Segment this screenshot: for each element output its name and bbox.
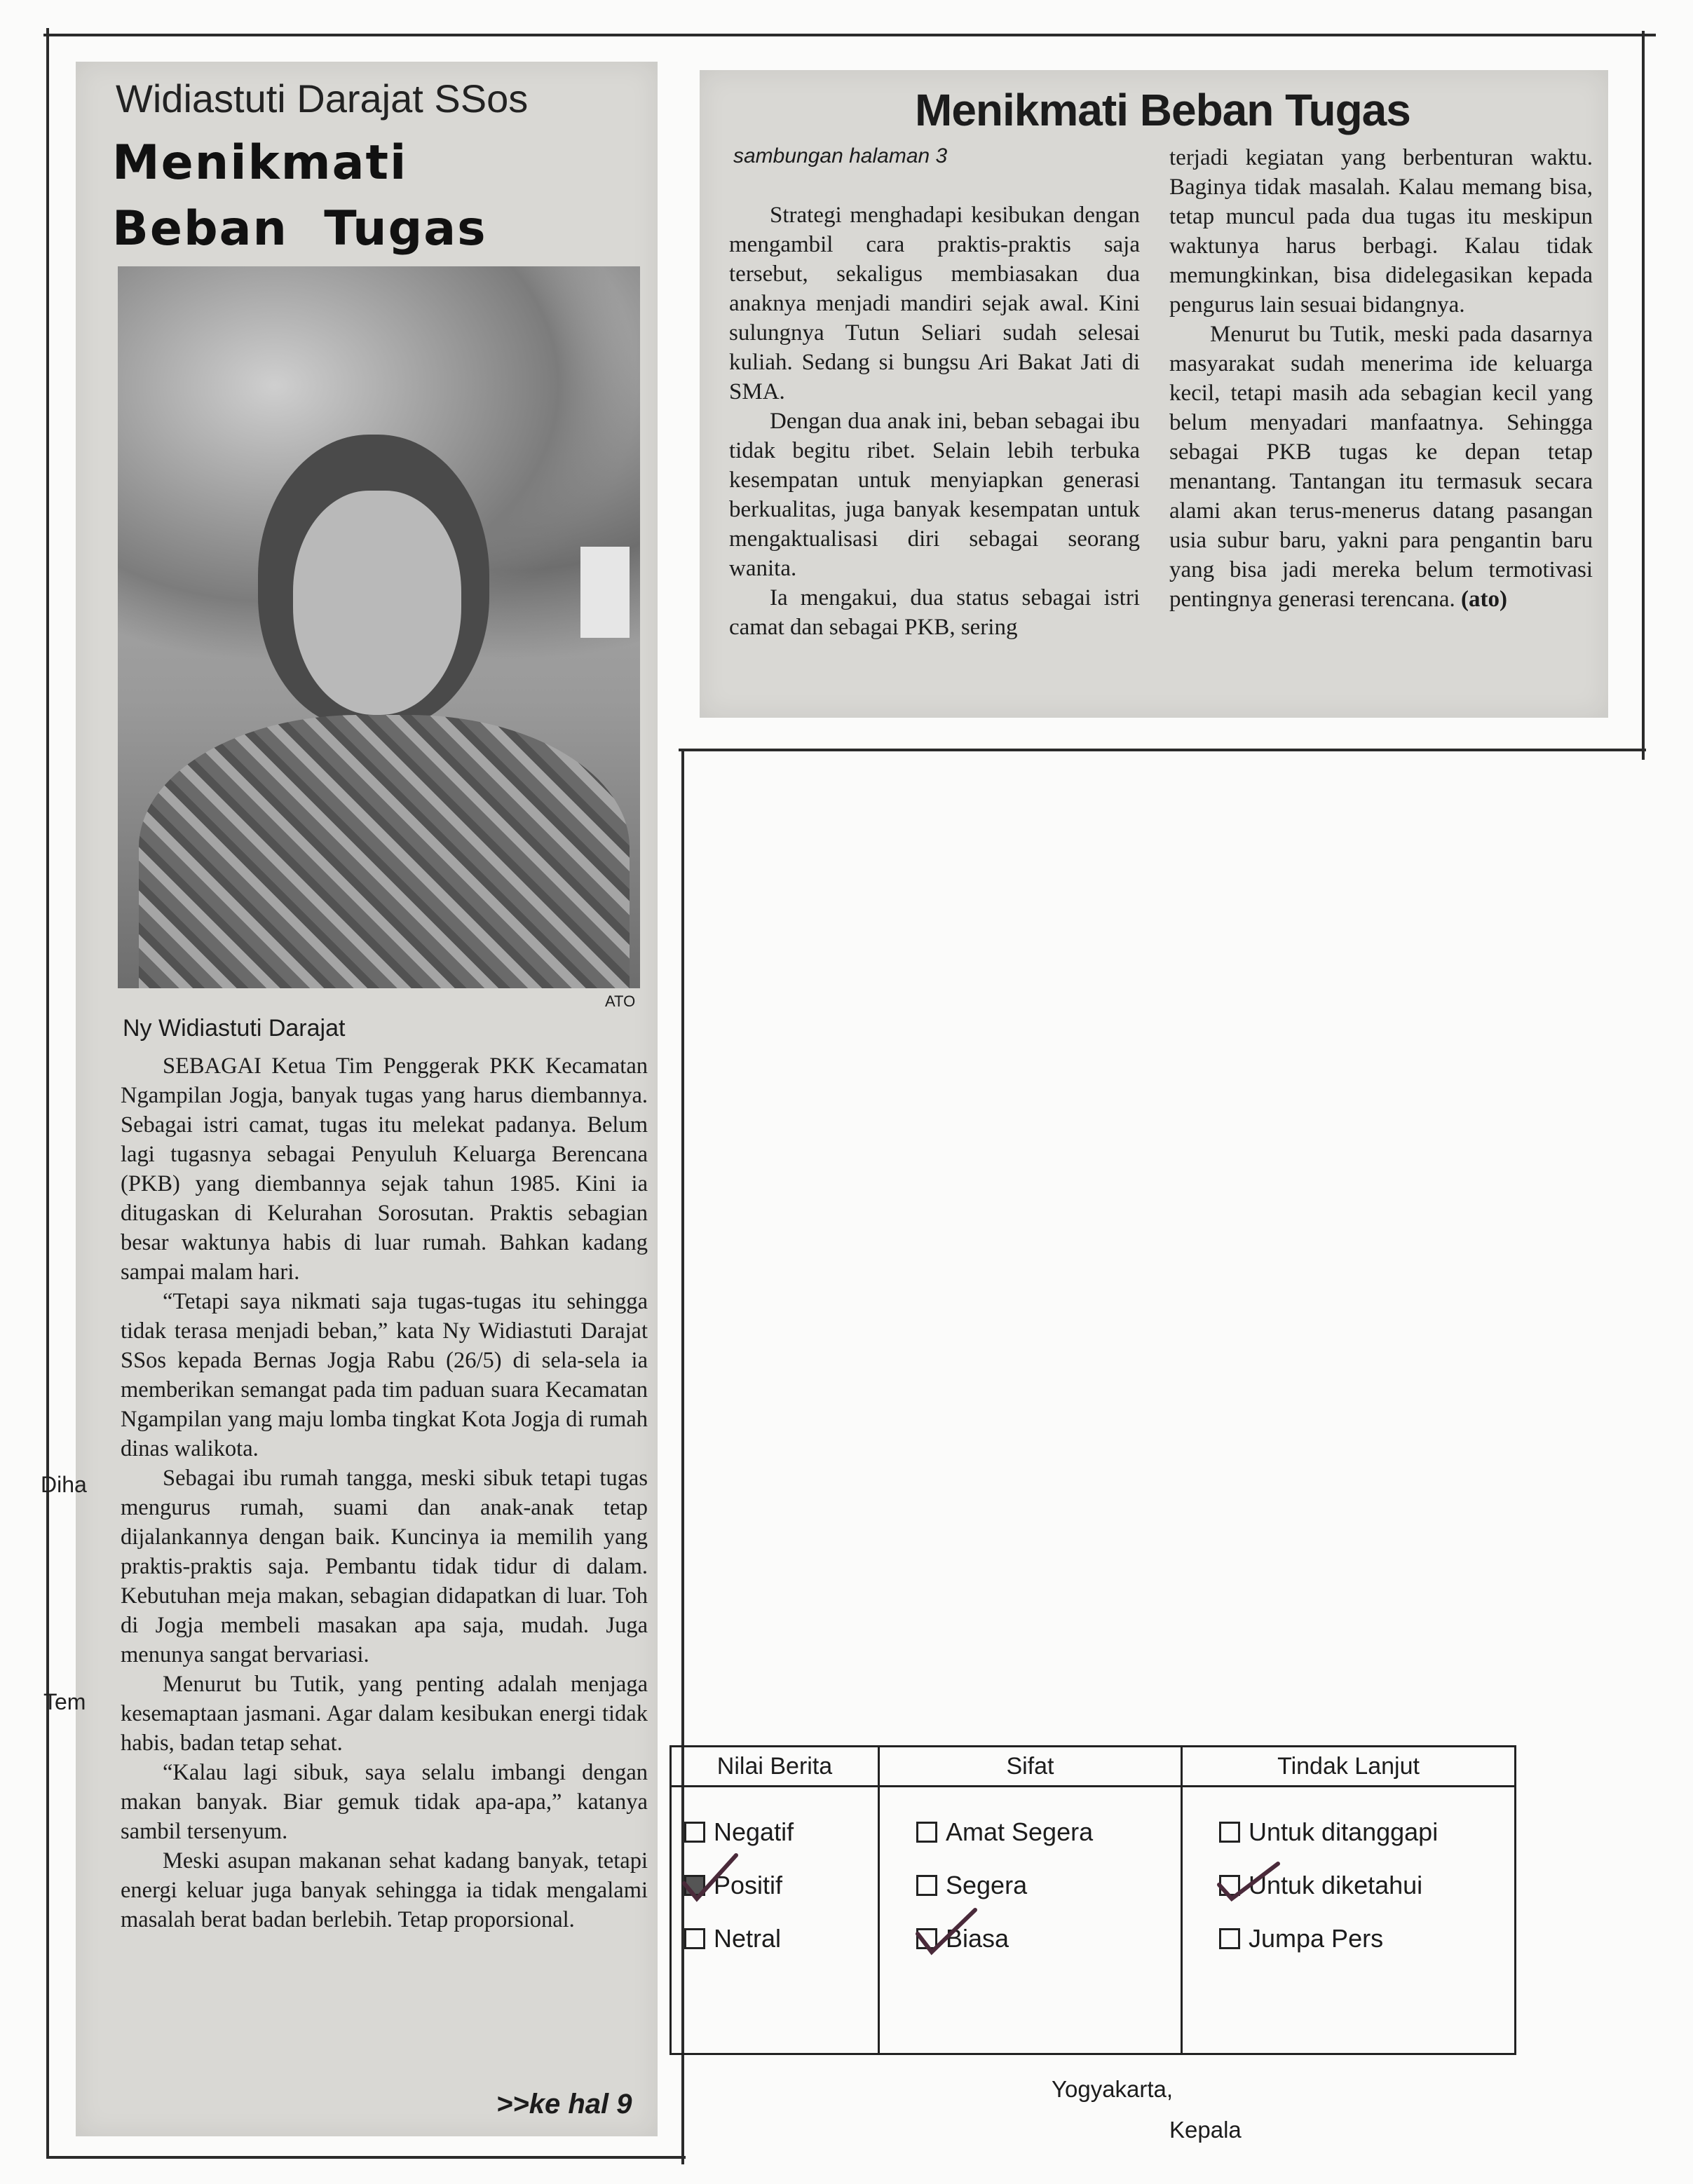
article-kicker: Widiastuti Darajat SSos: [116, 76, 529, 121]
left-headline-line1: Menikmati: [112, 135, 408, 191]
checkbox-label: Untuk ditanggapi: [1249, 1817, 1439, 1846]
checkbox-label: Untuk diketahui: [1249, 1871, 1423, 1899]
right-paragraph: terjadi kegiatan yang berbenturan waktu. Baginya tidak masalah. Kalau memang bisa, tetap muncul pada dua tugas itu meskipun waktunya harus berbagi. Kalau tidak memungkinkan, bisa didelegasikan kepada pengurus lain sesuai bidangnya.: [1169, 145, 1593, 318]
checkbox-label: Positif: [714, 1871, 783, 1899]
checkbox-netral[interactable]: [684, 1924, 781, 1953]
checkbox-box[interactable]: [916, 1822, 937, 1843]
photo-credit: ATO: [605, 992, 636, 1010]
checkbox-box[interactable]: [1219, 1822, 1240, 1843]
checkbox-segera[interactable]: [916, 1871, 1027, 1900]
form-place: Yogyakarta,: [1052, 2076, 1174, 2102]
checkbox-label: Amat Segera: [946, 1817, 1094, 1846]
right-paragraph-text: Menurut bu Tutik, meski pada dasarnya masyarakat sudah menerima ide keluarga kecil, tetapi masih ada sebagian kecil yang belum menyadari manfaatnya. Sehingga sebagai PKB tugas ke depan tetap menantang. Tantangan itu termasuk secara alami akan terus-menerus datang pasangan usia subur baru, yakni para pengantin baru yang bisa jadi mereka belum termotivasi pentingnya generasi terencana.: [1169, 322, 1593, 612]
form-signatory: Kepala: [1169, 2117, 1242, 2143]
right-column-1: [729, 200, 1140, 642]
checkmark-icon: [679, 1851, 742, 1907]
frame-bottom-line: [46, 2156, 686, 2159]
frame-right-line: [1642, 31, 1645, 760]
form-column-nilai-berita: [672, 1747, 880, 2053]
checkbox-label: Netral: [714, 1924, 782, 1953]
right-column-2: [1169, 143, 1593, 614]
form-column-tindak-lanjut: [1183, 1747, 1514, 2053]
checkbox-label: Negatif: [714, 1817, 794, 1846]
frame-mid-line: [679, 749, 1646, 751]
continued-from: sambungan halaman 3: [733, 144, 948, 168]
form-stub-label: Tem: [43, 1689, 86, 1714]
frame-top-line: [43, 34, 1656, 36]
checkbox-box[interactable]: [1219, 1928, 1240, 1949]
form-stub-label: Diha: [41, 1472, 87, 1497]
left-paragraph: “Tetapi saya nikmati saja tugas-tugas itu sehingga tidak terasa menjadi beban,” kata Ny Widiastuti Darajat SSos kepada Bernas Jogja Rabu (26/5) di sela-sela ia memberikan semangat pada tim paduan suara Kecamatan Ngampilan yang maju lomba tingkat Kota Jogja di rumah dinas walikota.: [121, 1289, 648, 1461]
left-paragraph: Menurut bu Tutik, yang penting adalah menjaga kesemaptaan jasmani. Agar dalam kesibukan energi tidak habis, badan tetap sehat.: [121, 1672, 648, 1756]
right-paragraph: Strategi menghadapi kesibukan dengan mengambil cara praktis-praktis saja tersebut, sekaligus membiasakan dua anaknya menjadi mandiri sejak awal. Kini sulungnya Tutun Seliari sudah selesai kuliah. Sedang si bungsu Ari Bakat Jati di SMA.: [729, 203, 1140, 404]
checkmark-icon: [911, 1906, 981, 1962]
right-paragraph: Ia mengakui, dua status sebagai istri camat dan sebagai PKB, sering: [729, 585, 1140, 640]
form-column-header: Sifat: [880, 1747, 1181, 1787]
right-headline: Menikmati Beban Tugas: [915, 85, 1410, 135]
photo-caption: Ny Widiastuti Darajat: [123, 1015, 346, 1042]
portrait-photo: [118, 266, 640, 988]
checkmark-icon: [1213, 1858, 1284, 1907]
checkbox-amat-segera[interactable]: [916, 1817, 1093, 1847]
byline: (ato): [1460, 587, 1507, 612]
left-paragraph: Meski asupan makanan sehat kadang banyak, tetapi energi keluar juga banyak sehingga ia tidak mengalami masalah berat badan berlebih. Tetap proporsional.: [121, 1848, 648, 1932]
checkbox-label: Biasa: [946, 1924, 1009, 1953]
checkbox-negatif[interactable]: [684, 1817, 794, 1847]
checkbox-label: Segera: [946, 1871, 1028, 1899]
left-paragraph: SEBAGAI Ketua Tim Penggerak PKK Kecamatan Ngampilan Jogja, banyak tugas yang harus diembannya. Sebagai istri camat, tugas itu melekat padanya. Belum lagi tugasnya sebagai Penyuluh Keluarga Berencana (PKB) yang diembannya sejak tahun 1985. Kini ia ditugaskan di Kelurahan Sorosutan. Praktis sebagian besar waktunya habis di luar rumah. Bahkan kadang sampai malam hari.: [121, 1053, 648, 1285]
left-headline: [112, 130, 603, 262]
checkbox-box[interactable]: [916, 1875, 937, 1896]
right-paragraph: [1169, 320, 1593, 614]
checkbox-box[interactable]: [684, 1822, 705, 1843]
checkbox-box[interactable]: [684, 1928, 705, 1949]
checkbox-untuk-ditanggapi[interactable]: [1219, 1817, 1438, 1847]
form-column-header: Nilai Berita: [672, 1747, 878, 1787]
frame-left-line: [46, 28, 49, 2159]
left-paragraph: “Kalau lagi sibuk, saya selalu imbangi dengan makan banyak. Biar gemuk tidak apa-apa,” katanya sambil tersenyum.: [121, 1760, 648, 1844]
form-column-sifat: [880, 1747, 1183, 2053]
classification-form: [669, 1745, 1516, 2055]
form-column-header: Tindak Lanjut: [1183, 1747, 1514, 1787]
left-paragraph: Sebagai ibu rumah tangga, meski sibuk tetapi tugas mengurus rumah, suami dan anak-anak tetap dijalankannya dengan baik. Kuncinya ia memilih yang praktis-praktis saja. Pembantu tidak tidur di dalam. Kebutuhan meja makan, sebagian didapatkan di luar. Toh di Jogja membeli masakan apa saja, mudah. Juga menunya sangat bervariasi.: [121, 1466, 648, 1667]
left-article-body: [121, 1051, 648, 1934]
left-headline-line2: Beban Tugas: [112, 201, 487, 257]
checkbox-label: Jumpa Pers: [1249, 1924, 1384, 1953]
checkbox-jumpa-pers[interactable]: [1219, 1924, 1383, 1953]
right-paragraph: Dengan dua anak ini, beban sebagai ibu tidak begitu ribet. Selain lebih terbuka kesempatan untuk menyiapkan generasi berkualitas, juga banyak kesempatan untuk mengaktualisasi diri sebagai seorang wanita.: [729, 409, 1140, 581]
continued-label: >>ke hal 9: [496, 2089, 632, 2120]
